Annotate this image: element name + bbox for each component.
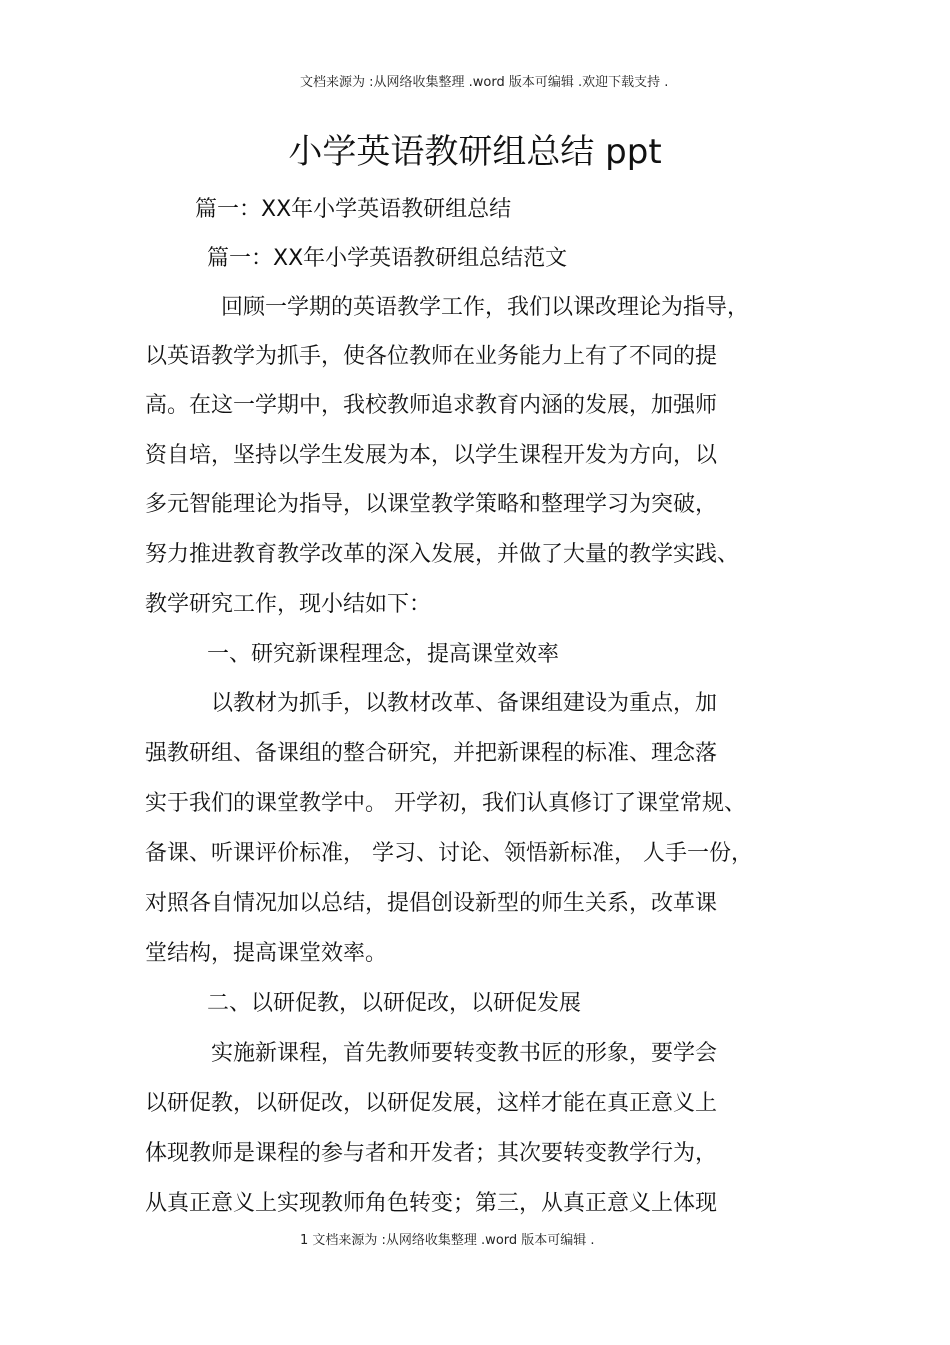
page-title: 小学英语教研组总结 ppt xyxy=(288,132,662,172)
footer-note: 1 文档来源为 :从网络收集整理 .word 版本可编辑 . xyxy=(300,1233,595,1248)
header-note: 文档来源为 :从网络收集整理 .word 版本可编辑 .欢迎下载支持 . xyxy=(300,75,669,90)
paragraph-line: 以教材为抓手，以教材改革、备课组建设为重点，加 xyxy=(211,691,718,716)
subtitle-line: 篇一：XX年小学英语教研组总结范文 xyxy=(207,246,568,271)
paragraph-line: 堂结构，提高课堂效率。 xyxy=(145,941,388,966)
subtitle-line: 篇一：XX年小学英语教研组总结 xyxy=(195,197,512,222)
paragraph-line: 回顾一学期的英语教学工作，我们以课改理论为指导， xyxy=(221,295,750,320)
paragraph-line: 努力推进教育教学改革的深入发展，并做了大量的教学实践、 xyxy=(145,542,740,567)
paragraph-line: 实施新课程，首先教师要转变教书匠的形象，要学会 xyxy=(211,1041,718,1066)
paragraph-line: 实于我们的课堂教学中。 开学初，我们认真修订了课堂常规、 xyxy=(145,791,746,816)
paragraph-line: 多元智能理论为指导，以课堂教学策略和整理学习为突破， xyxy=(145,492,718,517)
paragraph-line: 体现教师是课程的参与者和开发者；其次要转变教学行为， xyxy=(145,1141,718,1166)
paragraph-line: 备课、听课评价标准， 学习、讨论、领悟新标准， 人手一份， xyxy=(145,841,753,866)
paragraph-line: 以研促教，以研促改，以研促发展，这样才能在真正意义上 xyxy=(145,1091,718,1116)
paragraph-line: 从真正意义上实现教师角色转变；第三，从真正意义上体现 xyxy=(145,1191,718,1216)
paragraph-line: 资自培，坚持以学生发展为本，以学生课程开发为方向，以 xyxy=(145,443,718,468)
section-heading: 一、研究新课程理念，提高课堂效率 xyxy=(207,642,560,667)
section-heading: 二、以研促教，以研促改，以研促发展 xyxy=(207,991,582,1016)
paragraph-line: 以英语教学为抓手，使各位教师在业务能力上有了不同的提 xyxy=(145,344,718,369)
paragraph-line: 高。在这一学期中，我校教师追求教育内涵的发展，加强师 xyxy=(145,393,718,418)
paragraph-line: 对照各自情况加以总结，提倡创设新型的师生关系，改革课 xyxy=(145,891,718,916)
paragraph-line: 强教研组、备课组的整合研究，并把新课程的标准、理念落 xyxy=(145,741,718,766)
paragraph-line: 教学研究工作，现小结如下： xyxy=(145,592,432,617)
